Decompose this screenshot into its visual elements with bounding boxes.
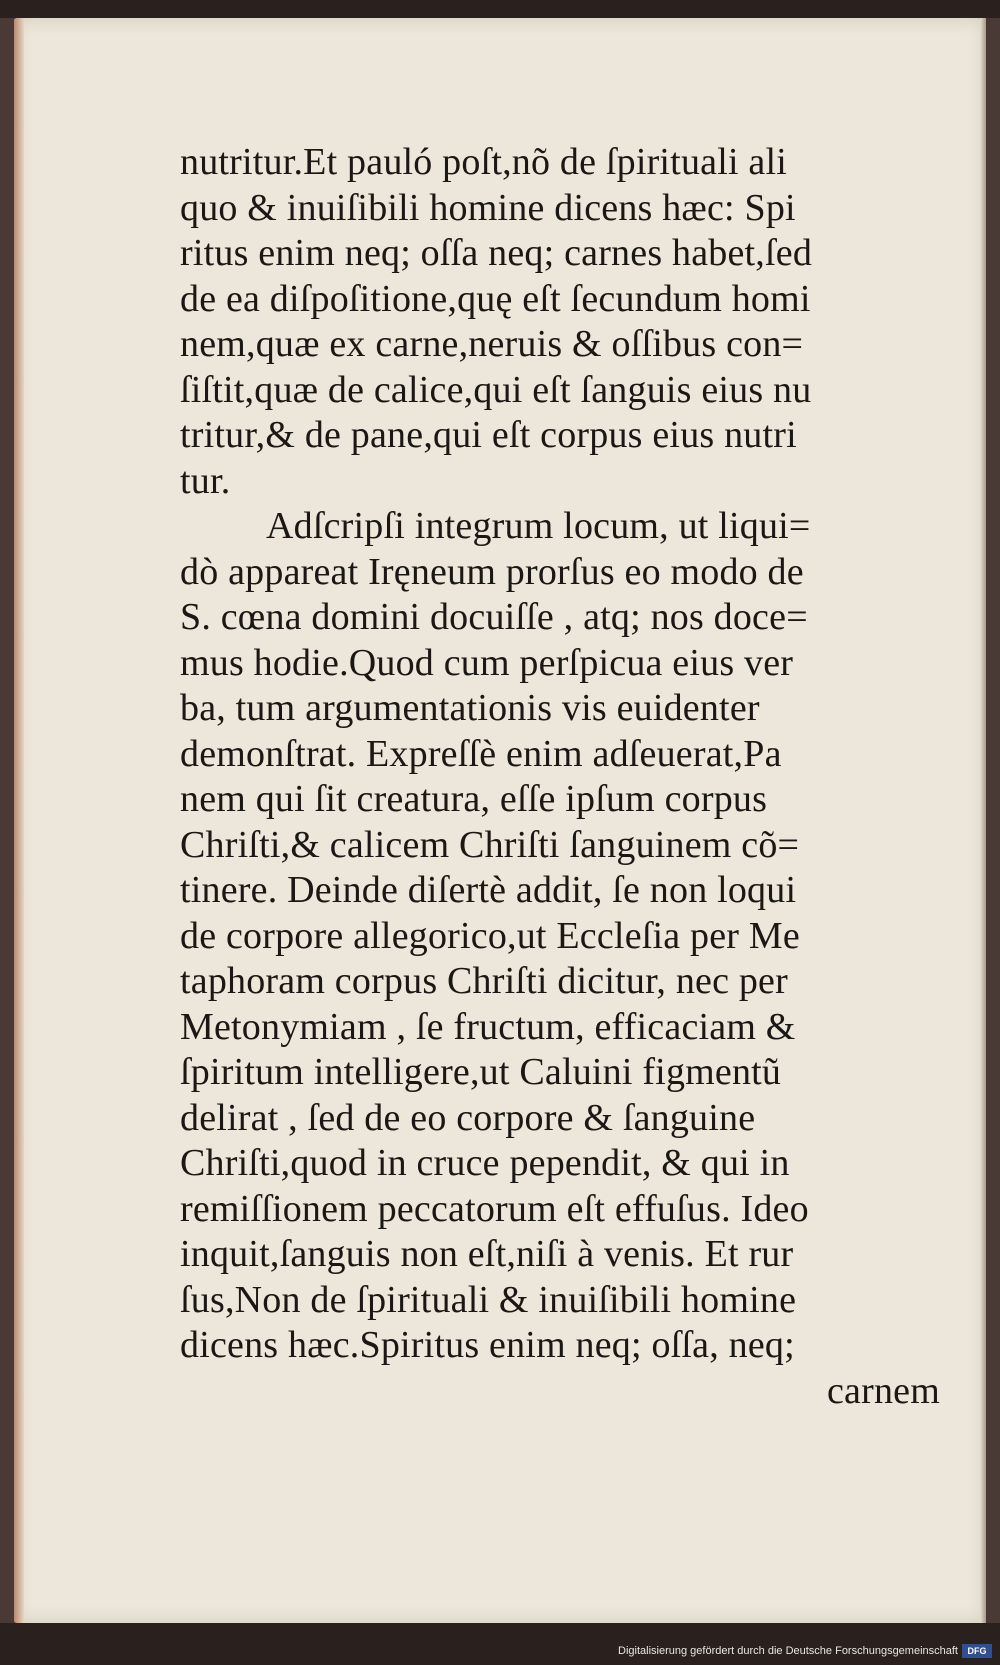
text-line: tur. (180, 459, 231, 502)
text-line: ſpiritum intelligere,ut Caluini figmentũ (180, 1051, 782, 1093)
text-line: taphoram corpus Chriſti dicitur, nec per (180, 960, 788, 1002)
text-line: remiſſionem peccatorum eſt effuſus. Ideo (180, 1187, 809, 1230)
text-line: demonſtrat. Expreſſè enim adſeuerat,Pa (180, 732, 782, 775)
page-edge-right (980, 18, 986, 1623)
text-line: de corpore allegorico,ut Eccleſia per Me (180, 914, 800, 957)
text-line: dicens hæc.Spiritus enim neq; oſſa, neq; (180, 1324, 795, 1366)
text-line: S. cœna domini docuiſſe , atq; nos doce= (180, 596, 808, 638)
page-edge-left (14, 18, 24, 1623)
text-line: tinere. Deinde diſertè addit, ſe non loqui (180, 869, 797, 911)
text-line: Chriſti,& calicem Chriſti ſanguinem cõ= (180, 823, 800, 866)
scan-footer (0, 1623, 1000, 1665)
text-line: nem qui ſit creatura, eſſe ipſum corpus (180, 778, 768, 820)
text-line: Metonymiam , ſe fructum, efficaciam & (180, 1005, 796, 1048)
text-line: ſiſtit,quæ de calice,qui eſt ſanguis eius nu (180, 368, 812, 411)
digitization-credit: Digitalisierung gefördert durch die Deutsche Forschungsgemeinschaft (618, 1645, 958, 1657)
text-line: mus hodie.Quod cum perſpicua eius ver (180, 641, 794, 684)
text-line: nem,quæ ex carne,neruis & oſſibus con= (180, 323, 804, 365)
text-line: ſus,Non de ſpirituali & inuiſibili homine (180, 1278, 797, 1321)
text-line: de ea diſpoſitione,quę eſt ſecundum homi (180, 277, 811, 320)
text-line: tritur,& de pane,qui eſt corpus eius nutri (180, 414, 797, 456)
text-line: Chriſti,quod in cruce pependit, & qui in (180, 1142, 790, 1184)
paragraph-start-line: Adſcripſi integrum locum, ut liqui= (266, 505, 811, 547)
scan-top-edge (0, 0, 1000, 18)
body-text (180, 140, 960, 1414)
text-line: nutritur.Et pauló poſt,nõ de ſpirituali ali (180, 141, 788, 183)
dfg-logo: DFG (962, 1644, 992, 1658)
text-line: inquit,ſanguis non eſt,niſi à venis. Et rur (180, 1233, 794, 1275)
catchword: carnem (826, 1369, 940, 1412)
text-line: quo & inuiſibili homine dicens hæc: Spi (180, 186, 796, 229)
text-line: delirat , ſed de eo corpore & ſanguine (180, 1096, 756, 1139)
text-line: ba, tum argumentationis vis euidenter (180, 687, 760, 729)
text-line: dò appareat Iręneum prorſus eo modo de (180, 550, 804, 593)
text-line: ritus enim neq; oſſa neq; carnes habet,ſed (180, 232, 813, 274)
